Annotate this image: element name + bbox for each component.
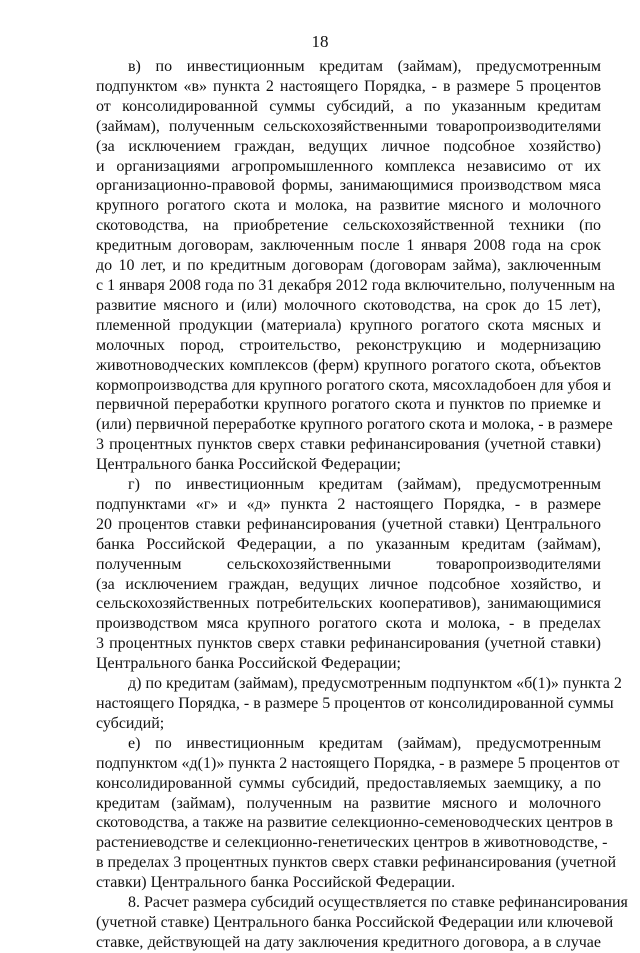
text-line: 3 процентных пунктов сверх ставки рефинансирования (учетной ставки) <box>96 436 601 454</box>
text-line: подпунктом «д(1)» пункта 2 настоящего Порядка, - в размере 5 процентов от <box>96 754 620 772</box>
text-line: подпунктом «в» пункта 2 настоящего Порядка, - в размере 5 процентов <box>96 77 601 95</box>
paragraph-item-d <box>96 674 622 734</box>
text-line: (учетной ставке) Центрального банка Российской Федерации или ключевой <box>96 913 614 931</box>
text-line: ставке, действующей на дату заключения кредитного договора, а в случае <box>96 933 601 951</box>
text-line: до 10 лет, и по кредитным договорам (договорам займа), заключенным <box>96 257 601 275</box>
text-line: производством мяса крупного рогатого скота и молока, - в пределах <box>96 615 601 633</box>
text-line: с 1 января 2008 года по 31 декабря 2012 года включительно, полученным на <box>96 276 616 294</box>
text-line: растениеводстве и селекционно-генетических центров в животноводстве, - <box>96 834 608 852</box>
paragraph-item-v <box>96 57 616 475</box>
text-line: Центрального банка Российской Федерации; <box>96 655 401 673</box>
text-line: банка Российской Федерации, а по указанным кредитам (займам), <box>96 535 601 553</box>
text-line: крупного рогатого скота и молока, на развитие мясного и молочного <box>96 197 601 215</box>
document-body <box>96 57 628 953</box>
text-line: животноводческих комплексов (ферм) крупного рогатого скота, объектов <box>96 356 601 374</box>
text-line: ставки) Центрального банка Российской Федерации. <box>96 874 456 892</box>
text-line: Центрального банка Российской Федерации; <box>96 456 401 474</box>
text-line: полученным сельскохозяйственными товаропроизводителями <box>96 555 601 573</box>
text-line: д) по кредитам (займам), предусмотренным подпунктом «б(1)» пункта 2 <box>128 675 622 693</box>
text-line: (за исключением граждан, ведущих личное подсобное хозяйство) <box>96 137 601 155</box>
paragraph-item-e <box>96 734 620 893</box>
page-number: 18 <box>311 32 329 51</box>
text-line: настоящего Порядка, - в размере 5 процентов от консолидированной суммы <box>96 695 614 712</box>
text-line: субсидий; <box>96 714 165 732</box>
text-line: (или) первичной переработке крупного рогатого скота и молока, - в размере <box>96 416 613 434</box>
text-line: в пределах 3 процентных пунктов сверх ставки рефинансирования (учетной <box>96 854 617 872</box>
text-line: от консолидированной суммы субсидий, а по указанным кредитам <box>96 97 601 115</box>
text-line: организационно-правовой формы, занимающимися производством мяса <box>96 177 601 195</box>
text-line: 8. Расчет размера субсидий осуществляется по ставке рефинансирования <box>128 894 628 912</box>
text-line: развитие мясного и (или) молочного скотоводства, на срок до 15 лет), <box>96 296 601 314</box>
text-line: скотоводства, на приобретение сельскохозяйственной техники (по <box>96 217 601 235</box>
text-line: скотоводства, а также на развитие селекционно-семеноводческих центров в <box>96 814 613 832</box>
text-line: г) по инвестиционным кредитам (займам), предусмотренным <box>128 476 601 494</box>
paragraph-item-g <box>96 475 601 674</box>
text-line: кредитам (займам), полученным на развитие мясного и молочного <box>96 794 601 812</box>
text-line: первичной переработки крупного рогатого скота и пунктов по приемке и <box>96 396 601 414</box>
text-line: в) по инвестиционным кредитам (займам), предусмотренным <box>128 58 601 75</box>
text-line: 3 процентных пунктов сверх ставки рефинансирования (учетной ставки) <box>96 635 601 653</box>
text-line: е) по инвестиционным кредитам (займам), предусмотренным <box>128 734 601 752</box>
text-line: (займам), полученным сельскохозяйственными товаропроизводителями <box>96 117 601 135</box>
text-line: и организациями агропромышленного комплекса независимо от их <box>96 157 601 175</box>
text-line: подпунктами «г» и «д» пункта 2 настоящего Порядка, - в размере <box>96 495 601 513</box>
text-line: (за исключением граждан, ведущих личное подсобное хозяйство, и <box>96 575 601 593</box>
text-line: консолидированной суммы субсидий, предоставляемых заемщику, а по <box>96 774 601 792</box>
paragraph-item-8 <box>96 893 628 953</box>
text-line: 20 процентов ставки рефинансирования (учетной ставки) Центрального <box>96 515 601 533</box>
text-line: сельскохозяйственных потребительских кооперативов), занимающимися <box>96 595 601 613</box>
text-line: племенной продукции (материала) крупного рогатого скота мясных и <box>96 316 601 334</box>
text-line: кредитным договорам, заключенным после 1 января 2008 года на срок <box>96 237 601 255</box>
text-line: кормопроизводства для крупного рогатого скота, мясохладобоен для убоя и <box>96 376 612 394</box>
text-line: молочных пород, строительство, реконструкцию и модернизацию <box>96 336 601 354</box>
